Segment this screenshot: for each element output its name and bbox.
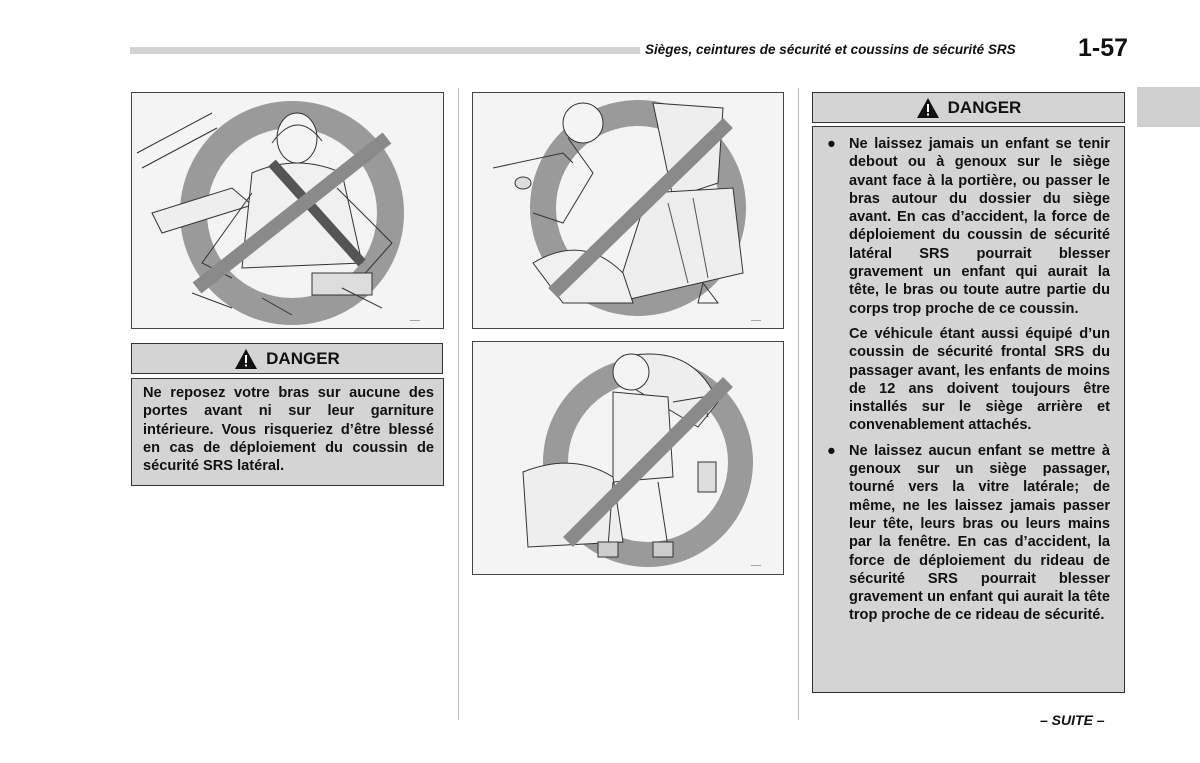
warning-triangle-icon	[234, 348, 258, 370]
continued-label: – SUITE –	[1040, 712, 1105, 728]
header-rule	[130, 47, 640, 54]
danger-heading-left	[131, 343, 443, 374]
section-title: Sièges, ceintures de sécurité et coussins de sécurité SRS	[645, 42, 1016, 57]
danger-box-right	[812, 126, 1125, 693]
danger-heading-right	[812, 92, 1125, 123]
danger-box-left	[131, 378, 444, 486]
page-number: 1-57	[1078, 34, 1129, 62]
illustration-child-around-seat	[472, 92, 784, 329]
warning-triangle-icon	[916, 97, 940, 119]
bullet-icon: ●	[827, 442, 836, 459]
illustration-child-kneeling	[472, 341, 784, 575]
danger-label: DANGER	[266, 348, 340, 368]
illustration-arm-on-door	[131, 92, 444, 329]
danger-label: DANGER	[947, 97, 1022, 117]
danger-text: Ne reposez votre bras sur aucune des portes avant ni sur leur garniture intérieure. Vous risqueriez d’être blessé en cas de déploiement du coussin de sécurité SRS latéral.	[143, 385, 434, 475]
list-item	[827, 442, 1110, 625]
column-divider	[798, 88, 799, 720]
danger-bullet-text: Ne laissez jamais un enfant se tenir debout ou à genoux sur le siège avant face à la portière, ou passer le bras autour du dossier du siège avant. En cas d’accident, la force de déploiement du coussin de sécurité latéral SRS pourrait blesser gravement un enfant qui aurait la tête, le bras ou toute autre partie du corps trop proche de ce coussin.	[849, 136, 1110, 317]
column-divider	[458, 88, 459, 720]
figure-code: ___	[751, 315, 762, 321]
list-item	[827, 135, 1110, 318]
bullet-icon: ●	[827, 136, 836, 152]
danger-bullet-text: Ne laissez aucun enfant se mettre à genoux sur un siège passager, tourné vers la vitre latérale; de même, ne les laissez jamais passer leur tête, leurs bras ou leurs mains par la fenêtre. En cas d’accident, la force de déploiement du rideau de sécurité SRS pourrait blesser gravement un enfant qui aurait la tête trop proche de ce rideau de sécurité.	[849, 442, 1110, 624]
danger-followup-text: Ce véhicule étant aussi équipé d’un coussin de sécurité frontal SRS du passager avant, les enfants de moins de 12 ans doivent toujours être installés sur le siège arrière et convenablement attachés.	[849, 325, 1110, 434]
figure-code: ___	[410, 315, 421, 321]
figure-code: ___	[751, 560, 762, 566]
chapter-tab	[1137, 87, 1200, 127]
